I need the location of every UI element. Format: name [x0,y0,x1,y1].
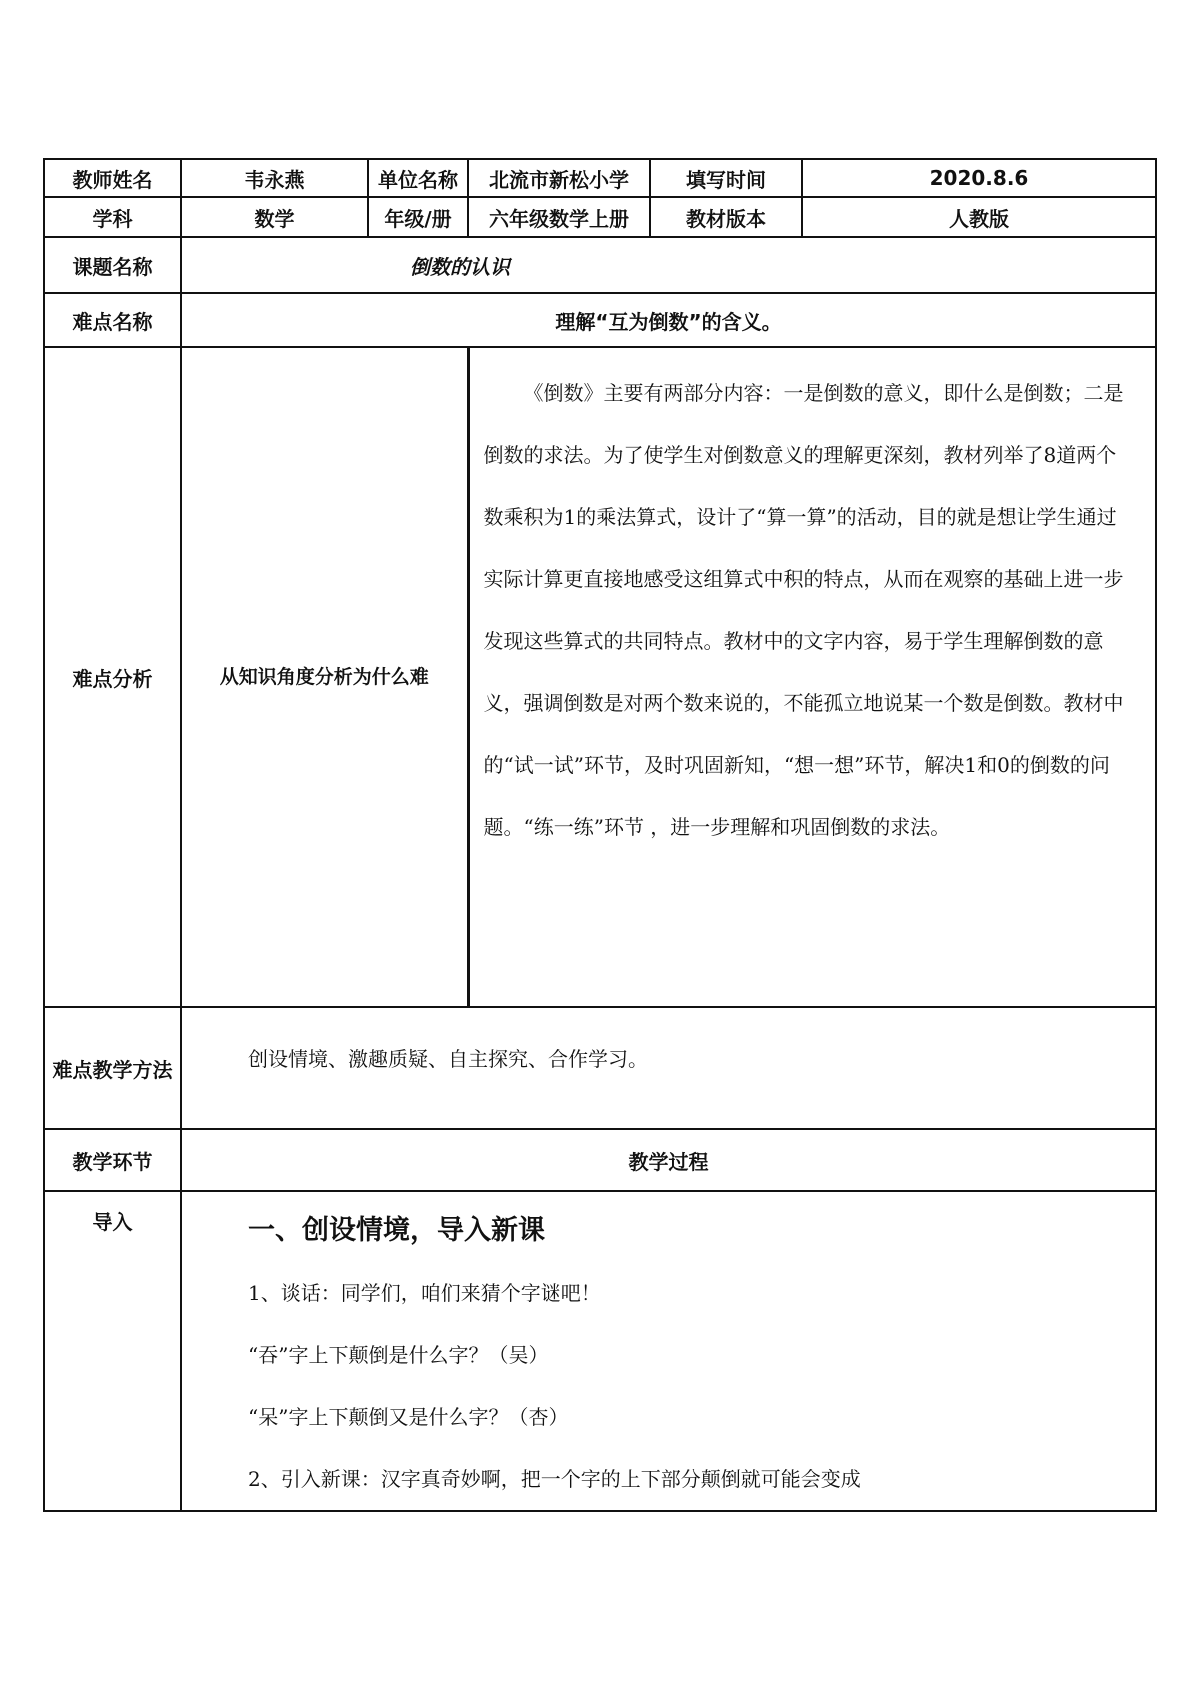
header-row-1 [44,159,1156,197]
method-label: 难点教学方法 [44,1007,181,1129]
process-line: “呆”字上下颠倒又是什么字？（杏） [248,1405,569,1429]
process-row [44,1191,1156,1511]
topic-row [44,237,1156,293]
difficulty-row [44,293,1156,347]
process-heading: 一、创设情境，导入新课 [248,1215,545,1246]
subject-label: 学科 [44,197,181,237]
edition-label: 教材版本 [650,197,802,237]
difficulty-value: 理解“互为倒数”的含义。 [181,293,1156,347]
subject-value: 数学 [181,197,368,237]
grade-label: 年级/册 [368,197,468,237]
grade-value: 六年级数学上册 [468,197,650,237]
teacher-name-label: 教师姓名 [44,159,181,197]
edition-value: 人教版 [802,197,1156,237]
header-row-2 [44,197,1156,237]
stage-intro-label: 导入 [44,1191,181,1511]
process-header: 教学过程 [181,1129,1156,1191]
school-value: 北流市新松小学 [468,159,650,197]
teacher-name-value: 韦永燕 [181,159,368,197]
fill-date-label: 填写时间 [650,159,802,197]
process-line: “吞”字上下颠倒是什么字？（吴） [248,1343,549,1367]
topic-value: 倒数的认识 [181,237,1156,293]
process-header-row [44,1129,1156,1191]
method-row [44,1007,1156,1129]
analysis-row [44,347,1156,1007]
fill-date-value: 2020.8.6 [802,159,1156,197]
stage-header: 教学环节 [44,1129,181,1191]
difficulty-label: 难点名称 [44,293,181,347]
lesson-plan-table [43,158,1157,1512]
analysis-label: 难点分析 [44,347,181,1007]
analysis-sub-label: 从知识角度分析为什么难 [181,347,468,1007]
topic-label: 课题名称 [44,237,181,293]
process-content [181,1191,1156,1511]
analysis-text: 《倒数》主要有两部分内容：一是倒数的意义，即什么是倒数；二是倒数的求法。为了使学生对倒数意义的理解更深刻，教材列举了8道两个数乘积为1的乘法算式，设计了“算一算”的活动，目的就是想让学生通过实际计算更直接地感受这组算式中积的特点，从而在观察的基础上进一步发现这些算式的共同特点。教材中的文字内容，易于学生理解倒数的意义，强调倒数是对两个数来说的，不能孤立地说某一个数是倒数。教材中的“试一试”环节，及时巩固新知，“想一想”环节，解决1和0的倒数的问题。“练一练”环节 ，进一步理解和巩固倒数的求法。 [468,347,1156,1007]
process-line: 1、谈话：同学们，咱们来猜个字谜吧！ [248,1281,601,1305]
method-value: 创设情境、激趣质疑、自主探究、合作学习。 [181,1007,1156,1129]
process-line: 2、引入新课：汉字真奇妙啊，把一个字的上下部分颠倒就可能会变成 [248,1467,861,1491]
school-label: 单位名称 [368,159,468,197]
